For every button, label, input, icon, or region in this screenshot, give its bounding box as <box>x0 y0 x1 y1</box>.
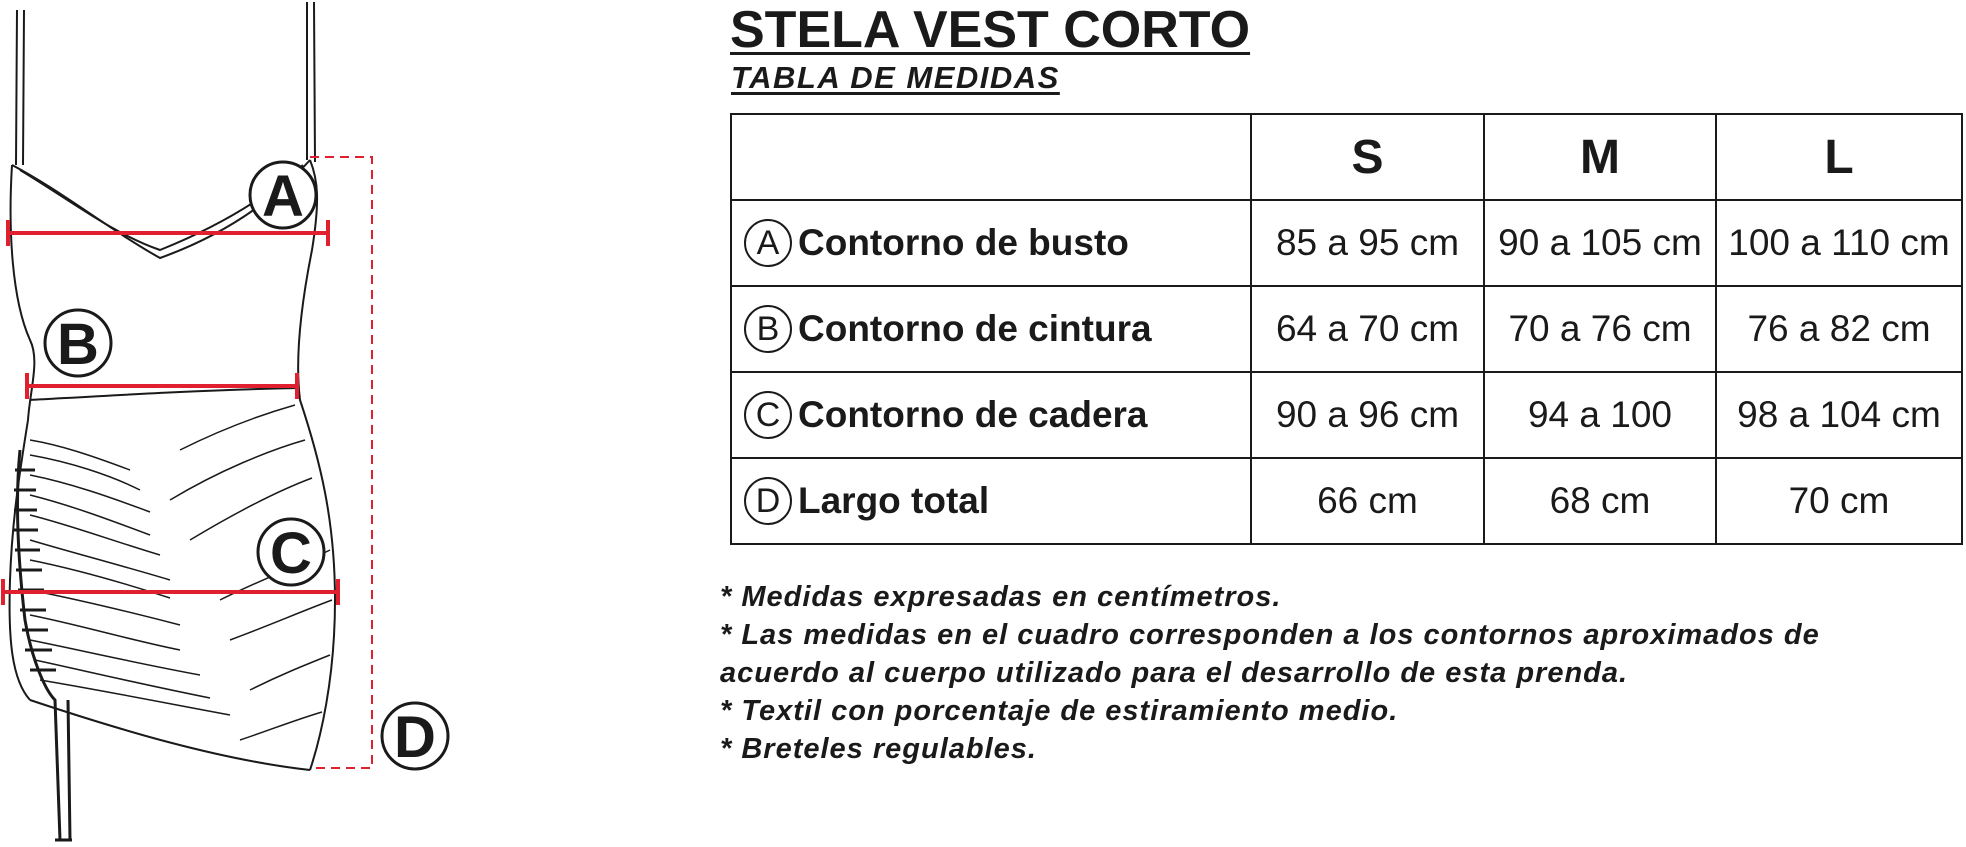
footnote: * Las medidas en el cuadro corresponden a los contornos aproximados de acuerdo al cuerpo utilizado para el desarrollo de esta prenda. <box>720 619 1820 689</box>
header-size-l: L <box>1716 114 1962 200</box>
value-cell: 70 cm <box>1716 458 1962 544</box>
hem <box>30 700 310 770</box>
size-chart-table <box>730 113 1963 545</box>
footnote: * Textil con porcentaje de estiramiento medio. <box>720 695 1399 727</box>
row-label-cell <box>731 372 1251 458</box>
row-label-cell <box>731 200 1251 286</box>
table-row <box>731 286 1962 372</box>
marker-a-label: A <box>262 164 304 229</box>
footnote: * Medidas expresadas en centímetros. <box>720 581 1282 613</box>
row-label-cell <box>731 458 1251 544</box>
letter-badge: A <box>744 219 792 267</box>
value-cell: 98 a 104 cm <box>1716 372 1962 458</box>
value-cell: 64 a 70 cm <box>1251 286 1484 372</box>
header-size-s: S <box>1251 114 1484 200</box>
row-label: Contorno de busto <box>798 222 1129 263</box>
header-size-m: M <box>1484 114 1716 200</box>
body-right-edge <box>298 160 335 770</box>
footnotes <box>720 578 1820 768</box>
left-strap <box>16 10 24 165</box>
letter-badge: D <box>744 477 792 525</box>
table-row <box>731 200 1962 286</box>
value-cell: 90 a 96 cm <box>1251 372 1484 458</box>
marker-b-label: B <box>57 312 99 377</box>
table-row <box>731 458 1962 544</box>
letter-badge: C <box>744 391 792 439</box>
marker-a <box>250 162 316 229</box>
value-cell: 66 cm <box>1251 458 1484 544</box>
marker-c <box>258 519 324 586</box>
table-header-row <box>731 114 1962 200</box>
value-cell: 85 a 95 cm <box>1251 200 1484 286</box>
row-label-cell <box>731 286 1251 372</box>
row-label: Contorno de cintura <box>798 308 1152 349</box>
body-left-edge <box>10 165 35 700</box>
value-cell: 68 cm <box>1484 458 1716 544</box>
value-cell: 76 a 82 cm <box>1716 286 1962 372</box>
page-title: STELA VEST CORTO <box>730 1 1251 59</box>
right-strap <box>307 2 315 162</box>
footnote: * Breteles regulables. <box>720 733 1037 765</box>
marker-d-label: D <box>394 705 436 770</box>
marker-b <box>45 310 111 377</box>
marker-d <box>382 703 448 770</box>
value-cell: 94 a 100 <box>1484 372 1716 458</box>
garment-illustration <box>0 0 460 847</box>
value-cell: 70 a 76 cm <box>1484 286 1716 372</box>
letter-badge: B <box>744 305 792 353</box>
marker-c-label: C <box>270 521 312 586</box>
row-label: Largo total <box>798 480 990 521</box>
table-row <box>731 372 1962 458</box>
value-cell: 100 a 110 cm <box>1716 200 1962 286</box>
value-cell: 90 a 105 cm <box>1484 200 1716 286</box>
header-empty-cell <box>731 114 1251 200</box>
page-subtitle: TABLA DE MEDIDAS <box>731 60 1060 95</box>
row-label: Contorno de cadera <box>798 394 1148 435</box>
